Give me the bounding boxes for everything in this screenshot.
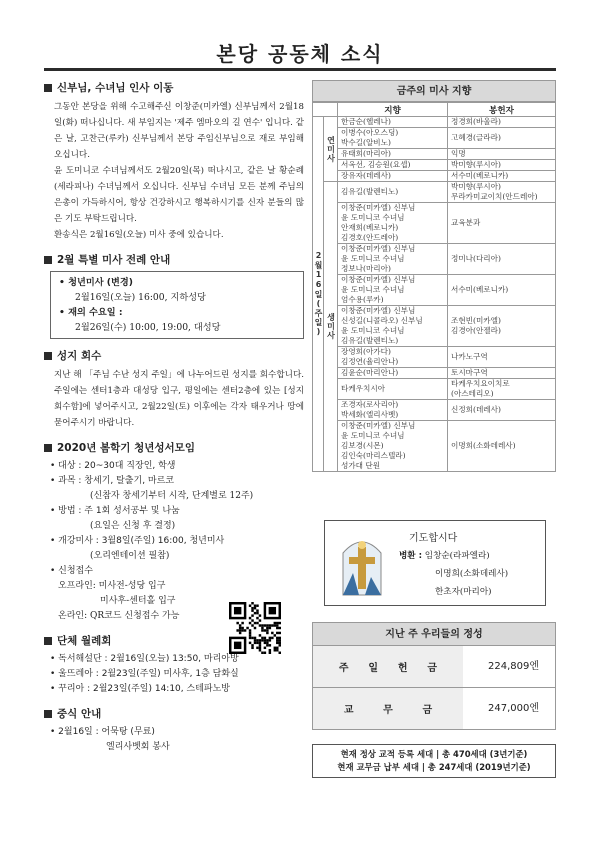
table-row	[313, 379, 556, 400]
offerer-cell: 정미나(다리아)	[448, 244, 556, 275]
prayer-row-3: 한초자(마리아)	[435, 587, 492, 597]
finance-value: 224,809엔	[487, 661, 539, 672]
section-heading-lunch: 중식 안내	[44, 706, 304, 721]
intention-cell: 장유자(데레사)	[338, 171, 448, 182]
offerer-cell: 신정희(데레사)	[448, 400, 556, 421]
intention-cell: 김윤순(마리안나)	[338, 368, 448, 379]
footer-line: 현재 정상 교적 등록 세대 | 총 470세대 (3년기준)	[340, 749, 528, 759]
memorial-label: 연미사	[324, 117, 338, 182]
table-row	[313, 160, 556, 171]
offerer-cell: 이명희(소화데레사)	[448, 421, 556, 472]
mass-table-title: 금주의 미사 지향	[312, 80, 556, 102]
offerer-cell: 나카노구역	[448, 347, 556, 368]
special-mass-item-detail: 2월16일(오늘) 16:00, 지하성당	[75, 292, 206, 303]
table-row	[313, 275, 556, 306]
special-mass-item-label: • 청년미사 (변경)	[59, 277, 133, 288]
table-row	[313, 368, 556, 379]
page-title: 본당 공동체 소식	[216, 42, 384, 66]
pilgrimage-paragraph: 지난 해 「주님 수난 성지 주일」에 나누어드린 성지를 회수합니다. 주일에는 센터1층과 대성당 입구, 평일에는 센터2층에 있는 [성지 회수함]에 넣어주시고, 2월22일(토) 이후에는 각자 태우거나 땅에 묻어주시기 바랍니다.	[54, 370, 304, 428]
mass-intentions	[312, 80, 556, 472]
col-intention: 지향	[338, 103, 448, 117]
table-row	[313, 171, 556, 182]
bullet-square-icon	[44, 84, 52, 92]
intention-cell: 한금순(헬레나)	[338, 117, 448, 128]
prayer-row-1: 병환 : 임창순(라파엘라)	[399, 551, 490, 561]
title-rule	[44, 68, 556, 71]
signup-label: • 신청접수	[50, 566, 93, 576]
offerer-cell: 조현빈(미카엘) 김경아(안젤라)	[448, 306, 556, 347]
priests-paragraph-1: 그동안 본당을 위해 수고해주신 이창준(미카엘) 신부님께서 2월18일(화) 떠나십니다. 새 부임지는 '제주 엠마오의 길 연수' 입니다. 같은 날, 고찬근(루카) 신부님께서 본당 주임신부님으로 재로 부임해 오십니다.	[54, 102, 304, 160]
intention-cell: 이병수(아오스딩) 박수길(알비노)	[338, 128, 448, 149]
list-item: • 방법 : 주 1회 성서공부 및 나눔	[50, 506, 180, 516]
section-heading-groups: 단체 월례회	[44, 633, 304, 648]
list-item: • 대상 : 20~30대 직장인, 학생	[50, 461, 176, 471]
offerer-cell: 교육분과	[448, 203, 556, 244]
offerer-cell: 익명	[448, 149, 556, 160]
priests-paragraph-3: 환송식은 2월16일(오늘) 미사 중에 있습니다.	[54, 230, 224, 240]
table-row	[313, 149, 556, 160]
bible-list	[44, 459, 304, 564]
intention-cell: 조경자(로사리아) 박세화(엘리사벳)	[338, 400, 448, 421]
intention-cell: 이창준(미카엘) 신부님 신성길(니콜라오) 신부님 윤 도미니코 수녀님 김유길(발렌티노)	[338, 306, 448, 347]
living-label: 생미사	[324, 182, 338, 472]
offerer-cell: 타케우치요이치로 (아스테리오)	[448, 379, 556, 400]
list-item: • 개강미사 : 3월8일(주일) 16:00, 청년미사	[50, 536, 225, 546]
list-item: • 과목 : 창세기, 탈출기, 마르코	[50, 476, 175, 486]
intention-cell: 이창준(미카엘) 신부님 윤 도미니코 수녀님 김보경(시몬) 김인숙(마리스텔라) 성가대 단원	[338, 421, 448, 472]
finance-label: 교 무 금	[313, 688, 463, 729]
cross-window-icon	[339, 533, 385, 597]
finance-title: 지난 주 우리들의 정성	[312, 622, 556, 646]
table-row	[313, 182, 556, 203]
list-item: (신참자 창세기부터 시작, 단계별로 12주)	[90, 491, 254, 501]
signup-offline-2: 미사후-센터홀 입구	[100, 596, 176, 606]
intention-cell: 이창준(미카엘) 신부님 윤 도미니코 수녀님 안재희(베로니카) 김경호(안드레아)	[338, 203, 448, 244]
section-heading-pilgrimage: 성지 회수	[44, 348, 304, 363]
signup-online: 온라인: QR코드 신청접수 가능	[58, 611, 180, 621]
footer-line: 현재 교무금 납부 세대 | 총 247세대 (2019년기준)	[337, 762, 531, 772]
table-row	[313, 128, 556, 149]
mass-date-label: 2월16일(주일)	[313, 117, 324, 472]
table-row	[313, 117, 556, 128]
offerer-cell: 고혜경(글라라)	[448, 128, 556, 149]
finance-row-dues	[312, 688, 556, 730]
qr-code[interactable]	[229, 602, 281, 654]
list-item: • 꾸리아 : 2월23일(주일) 14:10, 스테파노방	[50, 684, 230, 694]
special-mass-item-detail: 2월26일(수) 10:00, 19:00, 대성당	[75, 322, 221, 333]
mass-table-corner	[313, 103, 338, 117]
offerer-cell: 토시마구역	[448, 368, 556, 379]
intention-cell: 이창준(미카엘) 신부님 윤 도미니코 수녀님 엄수용(루카)	[338, 275, 448, 306]
section-heading-priests: 신부님, 수녀님 인사 이동	[44, 80, 304, 95]
intention-cell: 이창준(미카엘) 신부님 윤 도미니코 수녀님 정보나(마리아)	[338, 244, 448, 275]
list-item: (요일은 신청 후 결정)	[90, 521, 176, 531]
list-item: (오리엔테이션 필참)	[90, 551, 170, 561]
section-heading-special-mass: 2월 특별 미사 전례 안내	[44, 252, 304, 267]
table-row	[313, 421, 556, 472]
bullet-square-icon	[44, 256, 52, 264]
list-item: • 2월16일 : 어묵탕 (무료)	[50, 727, 155, 737]
bullet-square-icon	[44, 710, 52, 718]
section-heading-bible: 2020년 봄학기 청년성서모임	[44, 440, 304, 455]
finance-row-sunday	[312, 646, 556, 688]
offerer-cell: 서수미(베로니카)	[448, 275, 556, 306]
groups-list	[44, 652, 304, 697]
col-offerer: 봉헌자	[448, 103, 556, 117]
special-mass-item-label: • 재의 수요일 :	[59, 307, 123, 318]
prayer-title: 기도합시다	[409, 533, 458, 544]
finance-box	[312, 622, 556, 730]
offerer-cell: 박미향(루시아)	[448, 160, 556, 171]
bullet-square-icon	[44, 352, 52, 360]
offerer-cell: 서수미(베로니카)	[448, 171, 556, 182]
intention-cell: 김유길(발렌티노)	[338, 182, 448, 203]
finance-label: 주 일 헌 금	[313, 646, 463, 687]
bullet-square-icon	[44, 637, 52, 645]
list-item: • 독서해설단 : 2월16일(오늘) 13:50, 마리아방	[50, 654, 239, 664]
prayer-row-2: 이명희(소화데레사)	[435, 569, 509, 579]
intention-cell: 장영희(아가다) 김정연(율리안나)	[338, 347, 448, 368]
mass-table	[312, 102, 556, 472]
priests-paragraph-2: 윤 도미니코 수녀님께서도 2월20일(목) 떠나시고, 같은 날 황순례(세라피나) 수녀님께서 오십니다. 신부님 수녀님 모든 분께 주님의 은총이 가득하시어, 항상 건강하시고 행복하시기를 신자 분들의 많은 기도 부탁드립니다.	[54, 166, 304, 224]
signup-offline-1: 오프라인: 미사전-성당 입구	[58, 581, 166, 591]
intention-cell: 타케우치시아	[338, 379, 448, 400]
intention-cell: 유태희(마리아)	[338, 149, 448, 160]
list-item: • 울뜨레아 : 2월23일(주일) 미사후, 1층 담화실	[50, 669, 239, 679]
table-row	[313, 203, 556, 244]
offerer-cell: 박미향(루시아) 무라카미교이치(안드레아)	[448, 182, 556, 203]
table-row	[313, 347, 556, 368]
offerer-cell: 정경희(바울라)	[448, 117, 556, 128]
prayer-box	[324, 520, 546, 606]
parish-stats-footer	[312, 744, 556, 778]
table-row	[313, 306, 556, 347]
lunch-list	[44, 725, 304, 755]
finance-value: 247,000엔	[487, 703, 539, 714]
intention-cell: 서옥선, 김승원(요셉)	[338, 160, 448, 171]
bullet-square-icon	[44, 444, 52, 452]
list-item: 엘리사벳회 봉사	[106, 742, 170, 752]
table-row	[313, 400, 556, 421]
special-mass-box	[50, 271, 304, 339]
table-row	[313, 244, 556, 275]
